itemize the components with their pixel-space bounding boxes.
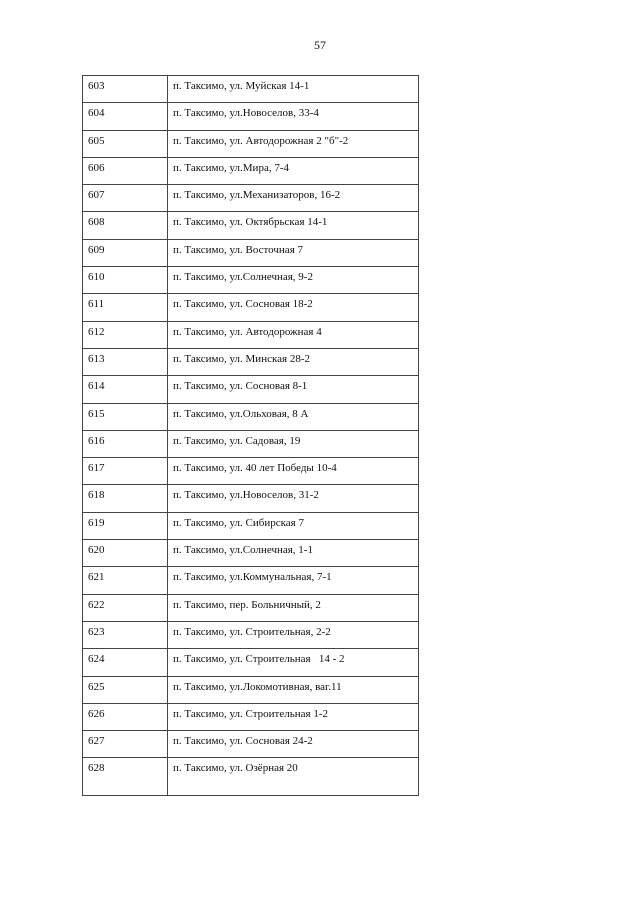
table-row — [83, 376, 419, 403]
row-number-cell: 625 — [83, 676, 168, 703]
address-cell: п. Таксимо, ул. Автодорожная 4 — [168, 321, 419, 348]
row-number-cell: 607 — [83, 185, 168, 212]
table-row — [83, 157, 419, 184]
table-row — [83, 294, 419, 321]
address-cell: п. Таксимо, ул. Сосновая 18-2 — [168, 294, 419, 321]
table-row — [83, 103, 419, 130]
row-number-cell: 604 — [83, 103, 168, 130]
address-cell: п. Таксимо, ул.Новоселов, 33-4 — [168, 103, 419, 130]
row-number-cell: 606 — [83, 157, 168, 184]
row-number-cell: 610 — [83, 267, 168, 294]
address-cell: п. Таксимо, ул.Механизаторов, 16-2 — [168, 185, 419, 212]
address-table-body — [83, 76, 419, 796]
address-cell: п. Таксимо, ул.Солнечная, 9-2 — [168, 267, 419, 294]
table-row — [83, 130, 419, 157]
table-row — [83, 540, 419, 567]
table-row — [83, 430, 419, 457]
table-row — [83, 458, 419, 485]
table-row — [83, 76, 419, 103]
row-number-cell: 627 — [83, 731, 168, 758]
address-cell: п. Таксимо, ул. Муйская 14-1 — [168, 76, 419, 103]
table-row — [83, 649, 419, 676]
address-cell: п. Таксимо, ул. Минская 28-2 — [168, 348, 419, 375]
table-row — [83, 485, 419, 512]
table-row — [83, 212, 419, 239]
address-cell: п. Таксимо, ул. Сибирская 7 — [168, 512, 419, 539]
row-number-cell: 615 — [83, 403, 168, 430]
table-row — [83, 348, 419, 375]
row-number-cell: 616 — [83, 430, 168, 457]
row-number-cell: 623 — [83, 621, 168, 648]
address-cell: п. Таксимо, ул. Восточная 7 — [168, 239, 419, 266]
table-row — [83, 567, 419, 594]
address-cell: п. Таксимо, ул. Садовая, 19 — [168, 430, 419, 457]
address-cell: п. Таксимо, пер. Больничный, 2 — [168, 594, 419, 621]
address-cell: п. Таксимо, ул. Строительная, 2-2 — [168, 621, 419, 648]
row-number-cell: 609 — [83, 239, 168, 266]
row-number-cell: 608 — [83, 212, 168, 239]
row-number-cell: 618 — [83, 485, 168, 512]
table-row — [83, 185, 419, 212]
address-cell: п. Таксимо, ул. Сосновая 24-2 — [168, 731, 419, 758]
row-number-cell: 622 — [83, 594, 168, 621]
address-cell: п. Таксимо, ул. Озёрная 20 — [168, 758, 419, 796]
table-row — [83, 512, 419, 539]
address-table — [82, 75, 419, 796]
address-cell: п. Таксимо, ул. Строительная 14 - 2 — [168, 649, 419, 676]
row-number-cell: 605 — [83, 130, 168, 157]
row-number-cell: 613 — [83, 348, 168, 375]
table-row — [83, 321, 419, 348]
table-row — [83, 267, 419, 294]
row-number-cell: 621 — [83, 567, 168, 594]
row-number-cell: 611 — [83, 294, 168, 321]
table-row — [83, 594, 419, 621]
row-number-cell: 612 — [83, 321, 168, 348]
row-number-cell: 603 — [83, 76, 168, 103]
address-cell: п. Таксимо, ул.Новоселов, 31-2 — [168, 485, 419, 512]
row-number-cell: 619 — [83, 512, 168, 539]
row-number-cell: 614 — [83, 376, 168, 403]
row-number-cell: 620 — [83, 540, 168, 567]
table-row — [83, 676, 419, 703]
table-row — [83, 731, 419, 758]
row-number-cell: 628 — [83, 758, 168, 796]
row-number-cell: 624 — [83, 649, 168, 676]
row-number-cell: 617 — [83, 458, 168, 485]
table-row — [83, 758, 419, 796]
address-cell: п. Таксимо, ул. 40 лет Победы 10-4 — [168, 458, 419, 485]
table-row — [83, 403, 419, 430]
address-cell: п. Таксимо, ул. Строительная 1-2 — [168, 703, 419, 730]
address-cell: п. Таксимо, ул. Сосновая 8-1 — [168, 376, 419, 403]
page-number: 57 — [314, 38, 326, 52]
table-row — [83, 621, 419, 648]
address-cell: п. Таксимо, ул. Автодорожная 2 "б"-2 — [168, 130, 419, 157]
table-row — [83, 703, 419, 730]
address-cell: п. Таксимо, ул.Локомотивная, ваг.11 — [168, 676, 419, 703]
address-cell: п. Таксимо, ул.Мира, 7-4 — [168, 157, 419, 184]
table-row — [83, 239, 419, 266]
row-number-cell: 626 — [83, 703, 168, 730]
address-cell: п. Таксимо, ул.Коммунальная, 7-1 — [168, 567, 419, 594]
address-cell: п. Таксимо, ул. Октябрьская 14-1 — [168, 212, 419, 239]
address-cell: п. Таксимо, ул.Солнечная, 1-1 — [168, 540, 419, 567]
address-cell: п. Таксимо, ул.Ольховая, 8 А — [168, 403, 419, 430]
